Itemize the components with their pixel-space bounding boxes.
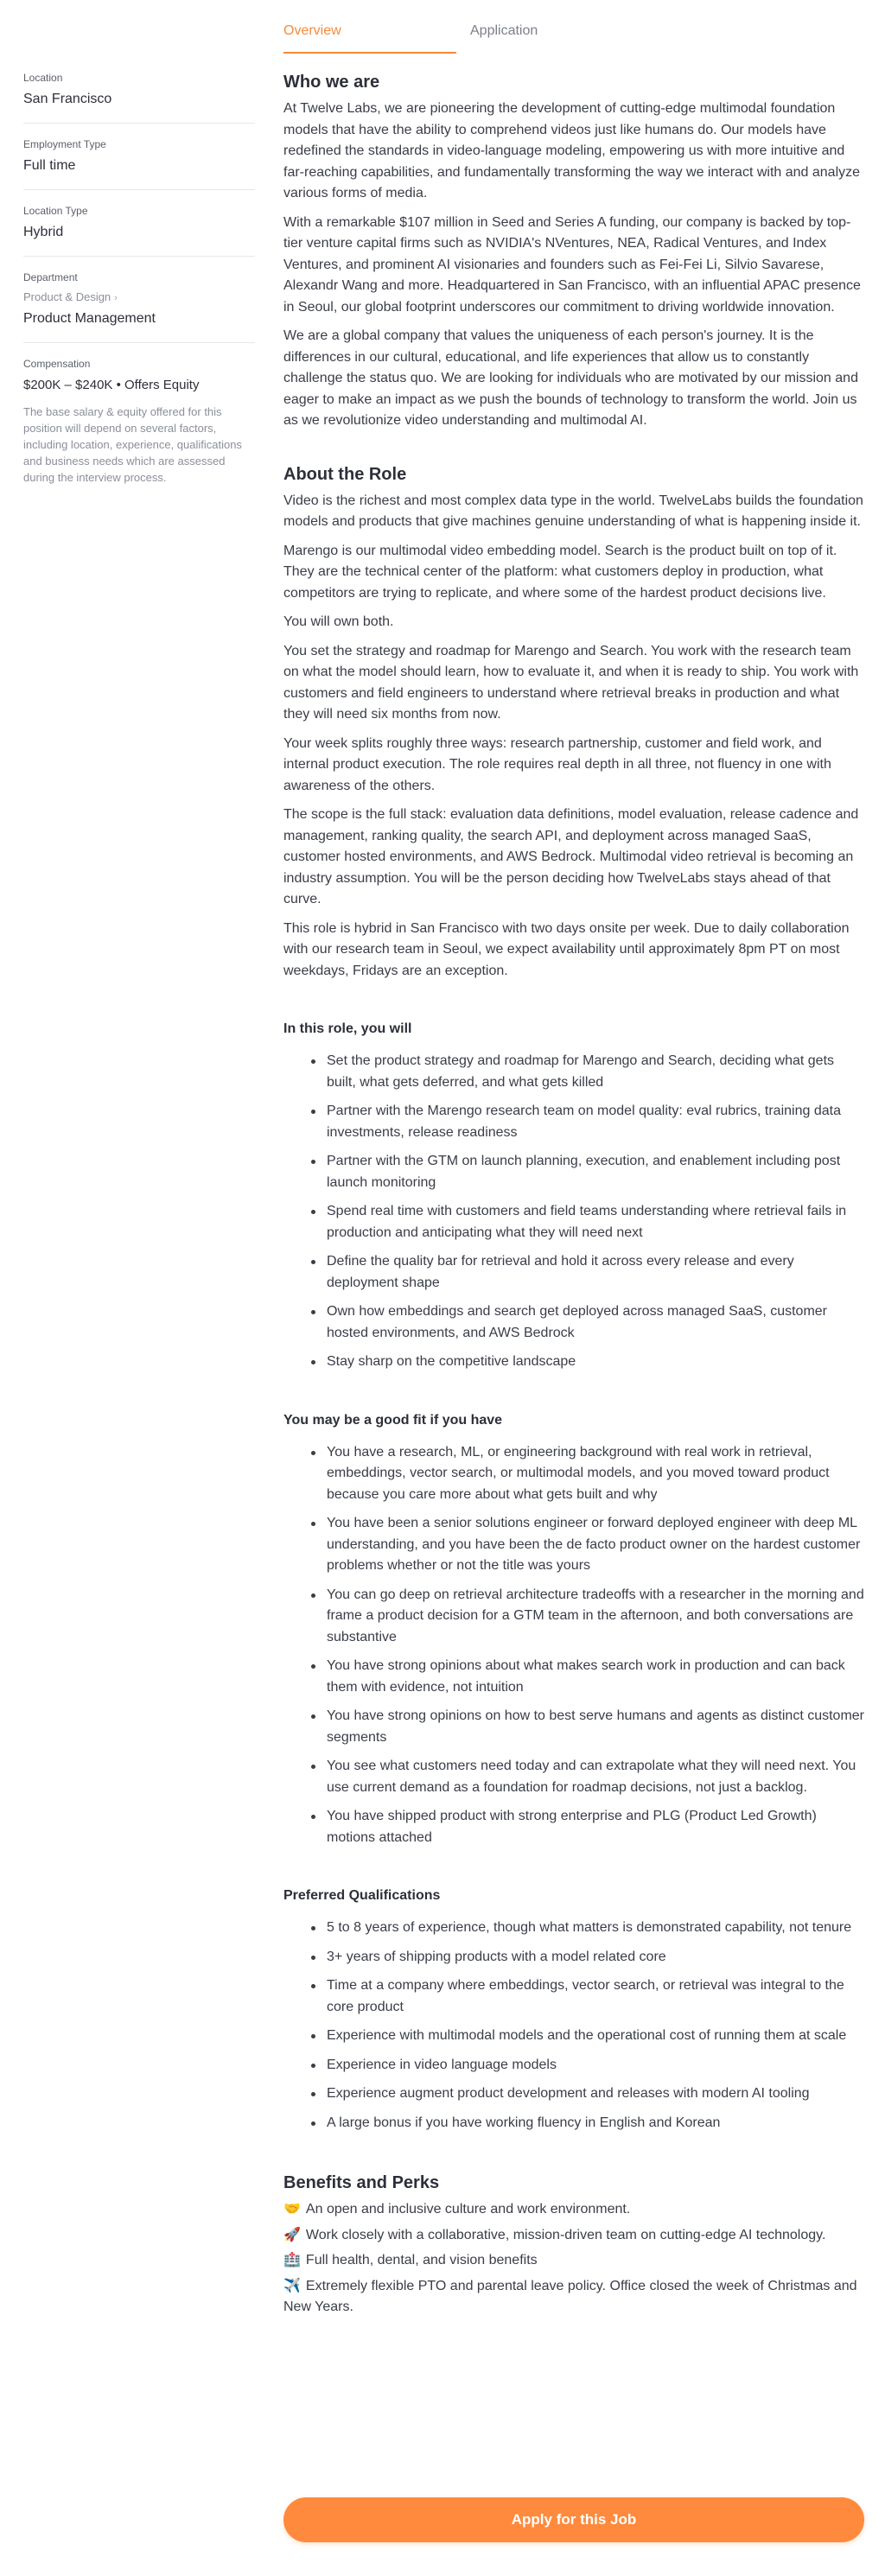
- location-type-value: Hybrid: [23, 225, 64, 239]
- section-title: About the Role: [283, 464, 407, 484]
- compensation-note: The base salary & equity offered for this position will depend on several factors, including location, experience, qualifications and business needs which are assessed during the interview process.: [23, 405, 242, 484]
- perk-item: [283, 2225, 864, 2247]
- list-item: You have strong opinions about what makes search work in production and can back them with evidence, not intuition: [311, 1656, 864, 1698]
- list-item: You have shipped product with strong enterprise and PLG (Product Led Growth) motions attached: [311, 1806, 864, 1848]
- good-fit-list: [283, 1442, 864, 1849]
- list-item: Experience augment product development and releases with modern AI tooling: [311, 2083, 864, 2105]
- list-item: You can go deep on retrieval architecture tradeoffs with a researcher in the morning and frame a product decision for a GTM team in the afternoon, and both conversations are substantive: [311, 1585, 864, 1649]
- paragraph: At Twelve Labs, we are pioneering the development of cutting-edge multimodal foundation models that have the ability to comprehend videos just like humans do. Our models have redefined the standards in video-language modeling, empowering us with more intuitive and far-reaching capabilities, and fundamentally transforming the way we interact with and analyze various forms of media.: [283, 101, 861, 200]
- list-item: You have strong opinions on how to best serve humans and agents as distinct customer segments: [311, 1706, 864, 1748]
- perk-text: Full health, dental, and vision benefits: [305, 2253, 538, 2268]
- good-fit-section: [283, 1411, 864, 1849]
- perk-item: [283, 2276, 864, 2318]
- job-description: [283, 71, 864, 2350]
- location-value: San Francisco: [23, 92, 112, 106]
- list-item: A large bonus if you have working fluency in English and Korean: [311, 2113, 864, 2134]
- employment-type-section: [23, 137, 255, 190]
- perk-text: Work closely with a collaborative, mission-driven team on cutting-edge AI technology.: [305, 2227, 826, 2242]
- department-value: Product Management: [23, 311, 156, 326]
- tab-overview[interactable]: Overview: [283, 0, 456, 54]
- list-item: Own how embeddings and search get deployed across managed SaaS, customer hosted environments, and AWS Bedrock: [311, 1301, 864, 1344]
- tab-application[interactable]: Application: [470, 23, 538, 38]
- benefits-section: [283, 2172, 864, 2318]
- list-item: Time at a company where embeddings, vector search, or retrieval was integral to the core product: [311, 1975, 864, 2018]
- location-label: Location: [23, 72, 63, 84]
- section-title: In this role, you will: [283, 1021, 412, 1036]
- in-this-role-section: [283, 1020, 864, 1373]
- location-section: [23, 71, 255, 124]
- compensation-value: $200K – $240K • Offers Equity: [23, 378, 200, 392]
- department-section: [23, 270, 255, 343]
- paragraph: Your week splits roughly three ways: research partnership, customer and field work, and internal product execution. The role requires real depth in all three, not fluency in one with awareness of the others.: [283, 735, 831, 793]
- list-item: Partner with the Marengo research team on model quality: eval rubrics, training data investments, release readiness: [311, 1101, 864, 1143]
- list-item: Experience in video language models: [311, 2055, 864, 2077]
- section-title: Who we are: [283, 73, 380, 92]
- perk-item: [283, 2199, 864, 2221]
- tab-bar: [283, 0, 864, 54]
- paragraph: Marengo is our multimodal video embedding model. Search is the product built on top of it. They are the technical center of the platform: what customers deploy in production, what competitors are trying to replicate, and where some of the hardest product decisions live.: [283, 543, 837, 601]
- compensation-section: [23, 357, 255, 499]
- employment-type-label: Employment Type: [23, 138, 106, 150]
- paragraph: We are a global company that values the uniqueness of each person's journey. It is the differences in our cultural, educational, and life experiences that allow us to constantly challenge the status quo. We are looking for individuals who are motivated by our mission and eager to make an impact as we push the bounds of technology to transform the world. Join us as we revolutionize video understanding and multimodal AI.: [283, 328, 858, 428]
- airplane-icon: ✈️: [283, 2278, 301, 2293]
- section-title: Benefits and Perks: [283, 2173, 440, 2192]
- section-title: Preferred Qualifications: [283, 1888, 441, 1903]
- perk-text: Extremely flexible PTO and parental leave policy. Office closed the week of Christmas and New Years.: [283, 2278, 857, 2314]
- handshake-icon: 🤝: [283, 2202, 301, 2217]
- hospital-icon: 🏥: [283, 2253, 301, 2268]
- about-role-section: [283, 463, 864, 983]
- list-item: Define the quality bar for retrieval and hold it across every release and every deployment shape: [311, 1251, 864, 1294]
- preferred-list: [283, 1918, 864, 2134]
- department-label: Department: [23, 271, 78, 283]
- list-item: 5 to 8 years of experience, though what matters is demonstrated capability, not tenure: [311, 1918, 864, 1939]
- compensation-label: Compensation: [23, 358, 91, 370]
- list-item: Partner with the GTM on launch planning, execution, and enablement including post launch monitoring: [311, 1151, 864, 1193]
- section-title: You may be a good fit if you have: [283, 1412, 503, 1428]
- job-details-sidebar: [23, 71, 255, 513]
- paragraph: Video is the richest and most complex data type in the world. TwelveLabs builds the foundation models and products that give machines genuine understanding of what is happening inside it.: [283, 493, 863, 529]
- location-type-label: Location Type: [23, 205, 88, 217]
- paragraph: With a remarkable $107 million in Seed and Series A funding, our company is backed by top-tier venture capital firms such as NVIDIA's NVentures, NEA, Radical Ventures, and Index Ventures, and prominent AI visionaries and founders such as Fei-Fei Li, Silvio Savarese, Alexandr Wang and more. Headquartered in San Francisco, with an influential APAC presence in Seoul, our global footprint underscores our commitment to driving worldwide innovation.: [283, 214, 861, 315]
- list-item: Experience with multimodal models and the operational cost of running them at scale: [311, 2026, 864, 2047]
- list-item: 3+ years of shipping products with a model related core: [311, 1947, 864, 1969]
- preferred-qualifications-section: [283, 1886, 864, 2134]
- perk-text: An open and inclusive culture and work environment.: [305, 2202, 631, 2217]
- list-item: Set the product strategy and roadmap for Marengo and Search, deciding what gets built, what gets deferred, and what gets killed: [311, 1051, 864, 1093]
- perk-item: [283, 2250, 864, 2272]
- rocket-icon: 🚀: [283, 2227, 301, 2242]
- employment-type-value: Full time: [23, 158, 76, 173]
- list-item: You have been a senior solutions engineer or forward deployed engineer with deep ML understanding, and you have been the de facto product owner on the hardest customer problems whether or not the title was yours: [311, 1513, 864, 1577]
- paragraph: This role is hybrid in San Francisco with two days onsite per week. Due to daily collaboration with our research team in Seoul, we expect availability until approximately 8pm PT on most weekdays, Fridays are an exception.: [283, 920, 850, 978]
- chevron-right-icon: ›: [114, 293, 118, 303]
- responsibilities-list: [283, 1051, 864, 1373]
- paragraph: The scope is the full stack: evaluation data definitions, model evaluation, release cadence and management, ranking quality, the search API, and deployment across managed SaaS, customer hosted environments, and AWS Bedrock. Multimodal video retrieval is becoming an industry assumption. You will be the person deciding how TwelveLabs stays ahead of that curve.: [283, 807, 859, 906]
- paragraph: You will own both.: [283, 614, 394, 629]
- list-item: You have a research, ML, or engineering background with real work in retrieval, embeddings, vector search, or multimodal models, and you moved toward product because you care more about what gets built and why: [311, 1442, 864, 1506]
- list-item: Stay sharp on the competitive landscape: [311, 1352, 864, 1373]
- department-breadcrumb: [23, 289, 255, 306]
- who-we-are-section: [283, 71, 864, 432]
- list-item: You see what customers need today and can extrapolate what they will need next. You use current demand as a foundation for roadmap decisions, not just a backlog.: [311, 1756, 864, 1798]
- apply-button[interactable]: Apply for this Job: [283, 2497, 864, 2542]
- location-type-section: [23, 204, 255, 257]
- list-item: Spend real time with customers and field teams understanding where retrieval fails in production and anticipating what they will need next: [311, 1201, 864, 1243]
- paragraph: You set the strategy and roadmap for Marengo and Search. You work with the research team on what the model should learn, how to evaluate it, and when it is ready to ship. You work with customers and field engineers to understand where retrieval breaks in production and what they will need six months from now.: [283, 643, 859, 722]
- department-parent: Product & Design: [23, 290, 111, 303]
